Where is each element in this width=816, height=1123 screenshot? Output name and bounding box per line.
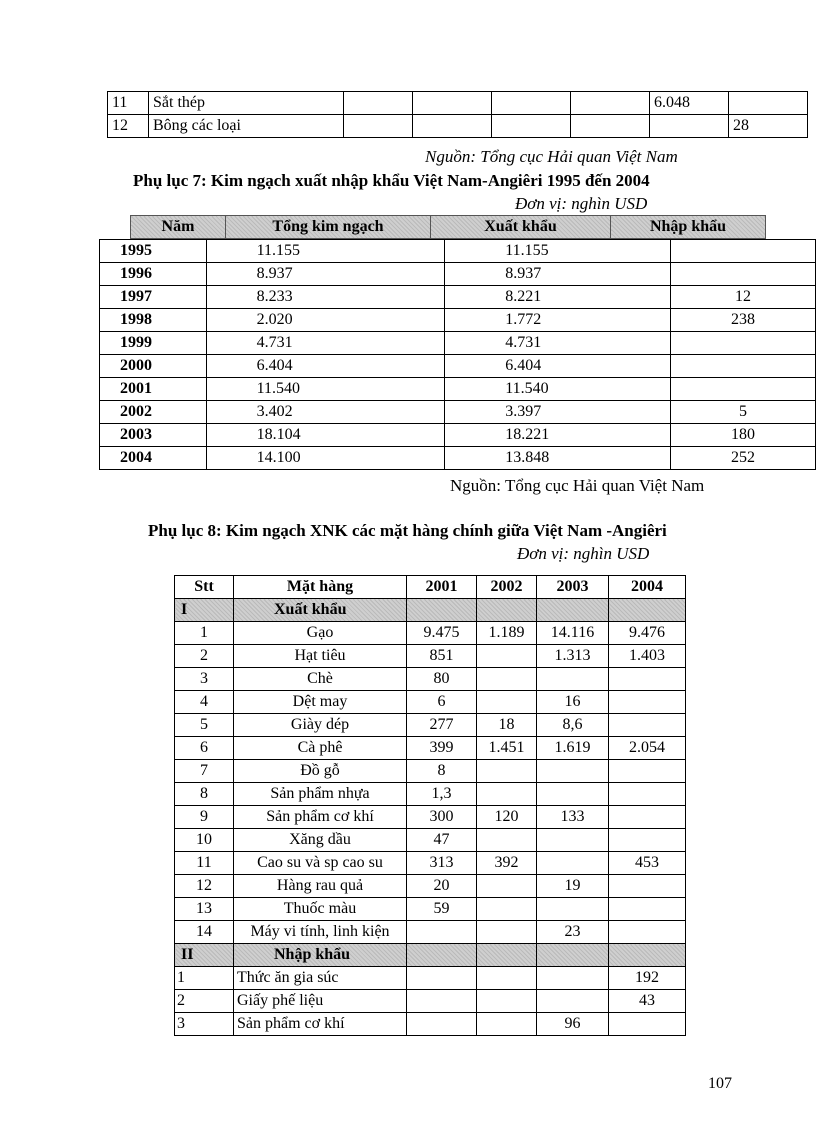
appendix8-item: Đồ gỗ <box>234 760 407 783</box>
appendix8-stt: 3 <box>175 668 234 691</box>
appendix8-value-2004 <box>609 806 686 829</box>
appendix8-stt: 13 <box>175 898 234 921</box>
appendix7-table <box>99 239 816 470</box>
appendix8-value-2003: 1.313 <box>537 645 609 668</box>
appendix8-value-2004 <box>609 760 686 783</box>
appendix7-year: 1999 <box>100 332 207 355</box>
appendix8-value-2001: 399 <box>407 737 477 760</box>
section-blank-cell <box>537 944 609 967</box>
continuation-source-note: Nguồn: Tổng cục Hải quan Việt Nam <box>425 147 678 166</box>
appendix8-value-2003: 8,6 <box>537 714 609 737</box>
appendix8-item: Sản phẩm nhựa <box>234 783 407 806</box>
page-number: 107 <box>708 1075 732 1092</box>
appendix7-year: 1995 <box>100 240 207 263</box>
continuation-table-body <box>108 92 808 138</box>
appendix7-title: Phụ lục 7: Kim ngạch xuất nhập khẩu Việt Nam-Angiêri 1995 đến 2004 <box>133 171 650 190</box>
appendix8-item: Xăng dầu <box>234 829 407 852</box>
appendix8-value-2002: 392 <box>477 852 537 875</box>
appendix8-value-2002 <box>477 898 537 921</box>
appendix8-row <box>175 668 686 691</box>
appendix8-value-2003 <box>537 760 609 783</box>
appendix8-item: Chè <box>234 668 407 691</box>
appendix8-stt: 5 <box>175 714 234 737</box>
appendix7-export: 3.397 <box>445 401 671 424</box>
header-stt: Stt <box>175 576 234 599</box>
appendix8-stt: 14 <box>175 921 234 944</box>
section-blank-cell <box>609 599 686 622</box>
appendix8-value-2001 <box>407 1013 477 1036</box>
appendix7-export: 4.731 <box>445 332 671 355</box>
appendix8-row <box>175 852 686 875</box>
section-blank-cell <box>477 599 537 622</box>
appendix8-value-2004: 9.476 <box>609 622 686 645</box>
section-blank-cell <box>537 599 609 622</box>
appendix7-import <box>670 378 815 401</box>
continuation-cell-c6 <box>729 92 808 115</box>
appendix8-row <box>175 645 686 668</box>
appendix8-value-2004 <box>609 875 686 898</box>
appendix8-value-2002 <box>477 967 537 990</box>
appendix7-year: 2000 <box>100 355 207 378</box>
appendix8-stt: 2 <box>175 645 234 668</box>
appendix8-value-2001 <box>407 921 477 944</box>
appendix8-value-2001: 47 <box>407 829 477 852</box>
appendix8-row <box>175 691 686 714</box>
appendix8-value-2001: 8 <box>407 760 477 783</box>
header-item: Mặt hàng <box>234 576 407 599</box>
section-number: II <box>175 944 234 967</box>
appendix8-item: Hàng rau quả <box>234 875 407 898</box>
appendix8-title: Phụ lục 8: Kim ngạch XNK các mặt hàng chính giữa Việt Nam -Angiêri <box>148 521 667 540</box>
appendix8-value-2004: 43 <box>609 990 686 1013</box>
appendix7-total: 8.937 <box>206 263 445 286</box>
appendix8-value-2002 <box>477 875 537 898</box>
appendix7-export: 11.155 <box>445 240 671 263</box>
section-blank-cell <box>477 944 537 967</box>
appendix8-item: Giày dép <box>234 714 407 737</box>
appendix8-row <box>175 898 686 921</box>
appendix8-value-2003 <box>537 967 609 990</box>
appendix7-row <box>100 401 816 424</box>
appendix8-item: Hạt tiêu <box>234 645 407 668</box>
appendix7-export: 8.221 <box>445 286 671 309</box>
appendix8-table <box>174 575 686 1036</box>
appendix8-value-2002: 120 <box>477 806 537 829</box>
appendix8-value-2002 <box>477 990 537 1013</box>
appendix8-value-2003: 16 <box>537 691 609 714</box>
appendix8-value-2004 <box>609 668 686 691</box>
appendix8-value-2003 <box>537 829 609 852</box>
section-number: I <box>175 599 234 622</box>
appendix8-item: Giấy phế liệu <box>234 990 407 1013</box>
appendix7-export: 8.937 <box>445 263 671 286</box>
header-2004: 2004 <box>609 576 686 599</box>
header-import: Nhập khẩu <box>611 216 766 239</box>
continuation-cell-c1 <box>344 92 413 115</box>
appendix8-value-2003 <box>537 898 609 921</box>
appendix8-row <box>175 783 686 806</box>
appendix8-value-2001: 59 <box>407 898 477 921</box>
appendix8-row <box>175 921 686 944</box>
appendix7-row <box>100 424 816 447</box>
appendix8-header-row <box>175 576 686 599</box>
appendix8-item: Cà phê <box>234 737 407 760</box>
header-2001: 2001 <box>407 576 477 599</box>
continuation-table <box>107 91 808 138</box>
appendix8-row <box>175 714 686 737</box>
appendix8-stt: 12 <box>175 875 234 898</box>
continuation-cell-c5: 6.048 <box>650 92 729 115</box>
appendix8-row <box>175 990 686 1013</box>
appendix7-total: 6.404 <box>206 355 445 378</box>
appendix7-export: 6.404 <box>445 355 671 378</box>
appendix7-year: 1996 <box>100 263 207 286</box>
appendix8-value-2002 <box>477 829 537 852</box>
appendix7-export: 13.848 <box>445 447 671 470</box>
appendix7-row <box>100 309 816 332</box>
appendix7-source-note: Nguồn: Tổng cục Hải quan Việt Nam <box>450 476 705 495</box>
appendix7-total: 14.100 <box>206 447 445 470</box>
appendix7-total: 11.155 <box>206 240 445 263</box>
appendix8-section-row <box>175 599 686 622</box>
appendix8-stt: 9 <box>175 806 234 829</box>
appendix8-item: Sản phẩm cơ khí <box>234 806 407 829</box>
appendix7-row <box>100 447 816 470</box>
appendix8-value-2004 <box>609 829 686 852</box>
appendix7-table-body <box>100 240 816 470</box>
appendix7-import: 5 <box>670 401 815 424</box>
appendix8-stt: 3 <box>175 1013 234 1036</box>
appendix8-value-2001: 20 <box>407 875 477 898</box>
appendix8-value-2004: 1.403 <box>609 645 686 668</box>
appendix8-value-2001: 9.475 <box>407 622 477 645</box>
continuation-cell-c2 <box>413 92 492 115</box>
section-blank-cell <box>609 944 686 967</box>
appendix8-value-2004: 2.054 <box>609 737 686 760</box>
appendix7-total: 18.104 <box>206 424 445 447</box>
appendix8-value-2002 <box>477 645 537 668</box>
appendix7-row <box>100 332 816 355</box>
appendix7-row <box>100 263 816 286</box>
appendix8-row <box>175 622 686 645</box>
appendix8-value-2003: 96 <box>537 1013 609 1036</box>
appendix8-stt: 11 <box>175 852 234 875</box>
appendix7-export: 1.772 <box>445 309 671 332</box>
appendix8-value-2001: 1,3 <box>407 783 477 806</box>
appendix7-import <box>670 240 815 263</box>
appendix8-item: Máy vi tính, linh kiện <box>234 921 407 944</box>
appendix8-value-2001: 313 <box>407 852 477 875</box>
appendix8-row <box>175 806 686 829</box>
appendix7-year: 2004 <box>100 447 207 470</box>
appendix8-value-2004: 453 <box>609 852 686 875</box>
appendix8-stt: 4 <box>175 691 234 714</box>
appendix8-row <box>175 760 686 783</box>
appendix7-row <box>100 378 816 401</box>
appendix8-item: Cao su và sp cao su <box>234 852 407 875</box>
appendix8-stt: 10 <box>175 829 234 852</box>
appendix8-value-2003 <box>537 783 609 806</box>
appendix8-stt: 1 <box>175 967 234 990</box>
appendix7-year: 1997 <box>100 286 207 309</box>
continuation-cell-c1 <box>344 115 413 138</box>
continuation-cell-no: 12 <box>108 115 149 138</box>
continuation-cell-item: Sắt thép <box>149 92 344 115</box>
continuation-row <box>108 92 808 115</box>
appendix8-value-2003 <box>537 668 609 691</box>
appendix8-value-2004 <box>609 898 686 921</box>
appendix7-total: 2.020 <box>206 309 445 332</box>
appendix8-value-2002: 1.189 <box>477 622 537 645</box>
appendix8-unit: Đơn vị: nghìn USD <box>517 544 650 563</box>
appendix8-item: Thuốc màu <box>234 898 407 921</box>
appendix8-table-body <box>175 599 686 1036</box>
continuation-cell-c5 <box>650 115 729 138</box>
appendix8-value-2003: 23 <box>537 921 609 944</box>
appendix8-stt: 7 <box>175 760 234 783</box>
header-2003: 2003 <box>537 576 609 599</box>
appendix8-value-2004 <box>609 1013 686 1036</box>
appendix7-row <box>100 240 816 263</box>
continuation-cell-c3 <box>492 115 571 138</box>
header-2002: 2002 <box>477 576 537 599</box>
appendix7-row <box>100 355 816 378</box>
appendix8-value-2003: 133 <box>537 806 609 829</box>
appendix8-row <box>175 1013 686 1036</box>
appendix8-value-2003 <box>537 852 609 875</box>
appendix8-value-2001 <box>407 967 477 990</box>
header-export: Xuất khẩu <box>431 216 611 239</box>
appendix8-value-2004 <box>609 783 686 806</box>
appendix8-item: Dệt may <box>234 691 407 714</box>
appendix8-stt: 2 <box>175 990 234 1013</box>
appendix8-row <box>175 737 686 760</box>
appendix8-value-2002 <box>477 691 537 714</box>
appendix7-import: 238 <box>670 309 815 332</box>
appendix8-value-2001: 277 <box>407 714 477 737</box>
appendix7-total: 4.731 <box>206 332 445 355</box>
appendix7-import <box>670 332 815 355</box>
continuation-cell-c3 <box>492 92 571 115</box>
appendix8-value-2003: 19 <box>537 875 609 898</box>
continuation-cell-c4 <box>571 92 650 115</box>
appendix7-year: 2003 <box>100 424 207 447</box>
continuation-row <box>108 115 808 138</box>
section-label: Nhập khẩu <box>234 944 407 967</box>
appendix8-value-2002 <box>477 668 537 691</box>
appendix8-value-2003: 14.116 <box>537 622 609 645</box>
continuation-cell-item: Bông các loại <box>149 115 344 138</box>
appendix7-export: 11.540 <box>445 378 671 401</box>
appendix8-stt: 1 <box>175 622 234 645</box>
appendix8-value-2004: 192 <box>609 967 686 990</box>
continuation-cell-c2 <box>413 115 492 138</box>
appendix8-value-2002 <box>477 1013 537 1036</box>
appendix7-total: 11.540 <box>206 378 445 401</box>
appendix7-total: 8.233 <box>206 286 445 309</box>
appendix8-item: Sản phẩm cơ khí <box>234 1013 407 1036</box>
appendix8-value-2002: 1.451 <box>477 737 537 760</box>
appendix8-stt: 6 <box>175 737 234 760</box>
appendix7-row <box>100 286 816 309</box>
appendix7-header-row <box>131 216 766 239</box>
appendix8-value-2002: 18 <box>477 714 537 737</box>
appendix8-row <box>175 875 686 898</box>
appendix8-value-2001: 6 <box>407 691 477 714</box>
appendix8-value-2001: 851 <box>407 645 477 668</box>
header-total: Tổng kim ngạch <box>226 216 431 239</box>
section-label: Xuất khẩu <box>234 599 407 622</box>
appendix8-item: Gạo <box>234 622 407 645</box>
appendix7-header <box>130 215 766 239</box>
appendix8-value-2001 <box>407 990 477 1013</box>
section-blank-cell <box>407 944 477 967</box>
continuation-cell-no: 11 <box>108 92 149 115</box>
appendix8-value-2003 <box>537 990 609 1013</box>
appendix8-stt: 8 <box>175 783 234 806</box>
appendix8-value-2002 <box>477 760 537 783</box>
appendix7-import <box>670 263 815 286</box>
appendix8-value-2004 <box>609 691 686 714</box>
continuation-cell-c4 <box>571 115 650 138</box>
appendix7-year: 2002 <box>100 401 207 424</box>
appendix8-value-2002 <box>477 783 537 806</box>
appendix8-row <box>175 829 686 852</box>
appendix7-total: 3.402 <box>206 401 445 424</box>
appendix7-import: 252 <box>670 447 815 470</box>
appendix8-section-row <box>175 944 686 967</box>
appendix8-value-2004 <box>609 714 686 737</box>
appendix7-import <box>670 355 815 378</box>
header-year: Năm <box>131 216 226 239</box>
appendix8-value-2001: 300 <box>407 806 477 829</box>
appendix7-year: 2001 <box>100 378 207 401</box>
appendix8-item: Thức ăn gia súc <box>234 967 407 990</box>
appendix8-value-2002 <box>477 921 537 944</box>
appendix8-row <box>175 967 686 990</box>
section-blank-cell <box>407 599 477 622</box>
appendix8-value-2001: 80 <box>407 668 477 691</box>
continuation-cell-c6: 28 <box>729 115 808 138</box>
appendix7-year: 1998 <box>100 309 207 332</box>
appendix7-export: 18.221 <box>445 424 671 447</box>
appendix7-unit: Đơn vị: nghìn USD <box>515 194 648 213</box>
appendix7-import: 12 <box>670 286 815 309</box>
appendix8-value-2003: 1.619 <box>537 737 609 760</box>
appendix7-import: 180 <box>670 424 815 447</box>
appendix8-value-2004 <box>609 921 686 944</box>
